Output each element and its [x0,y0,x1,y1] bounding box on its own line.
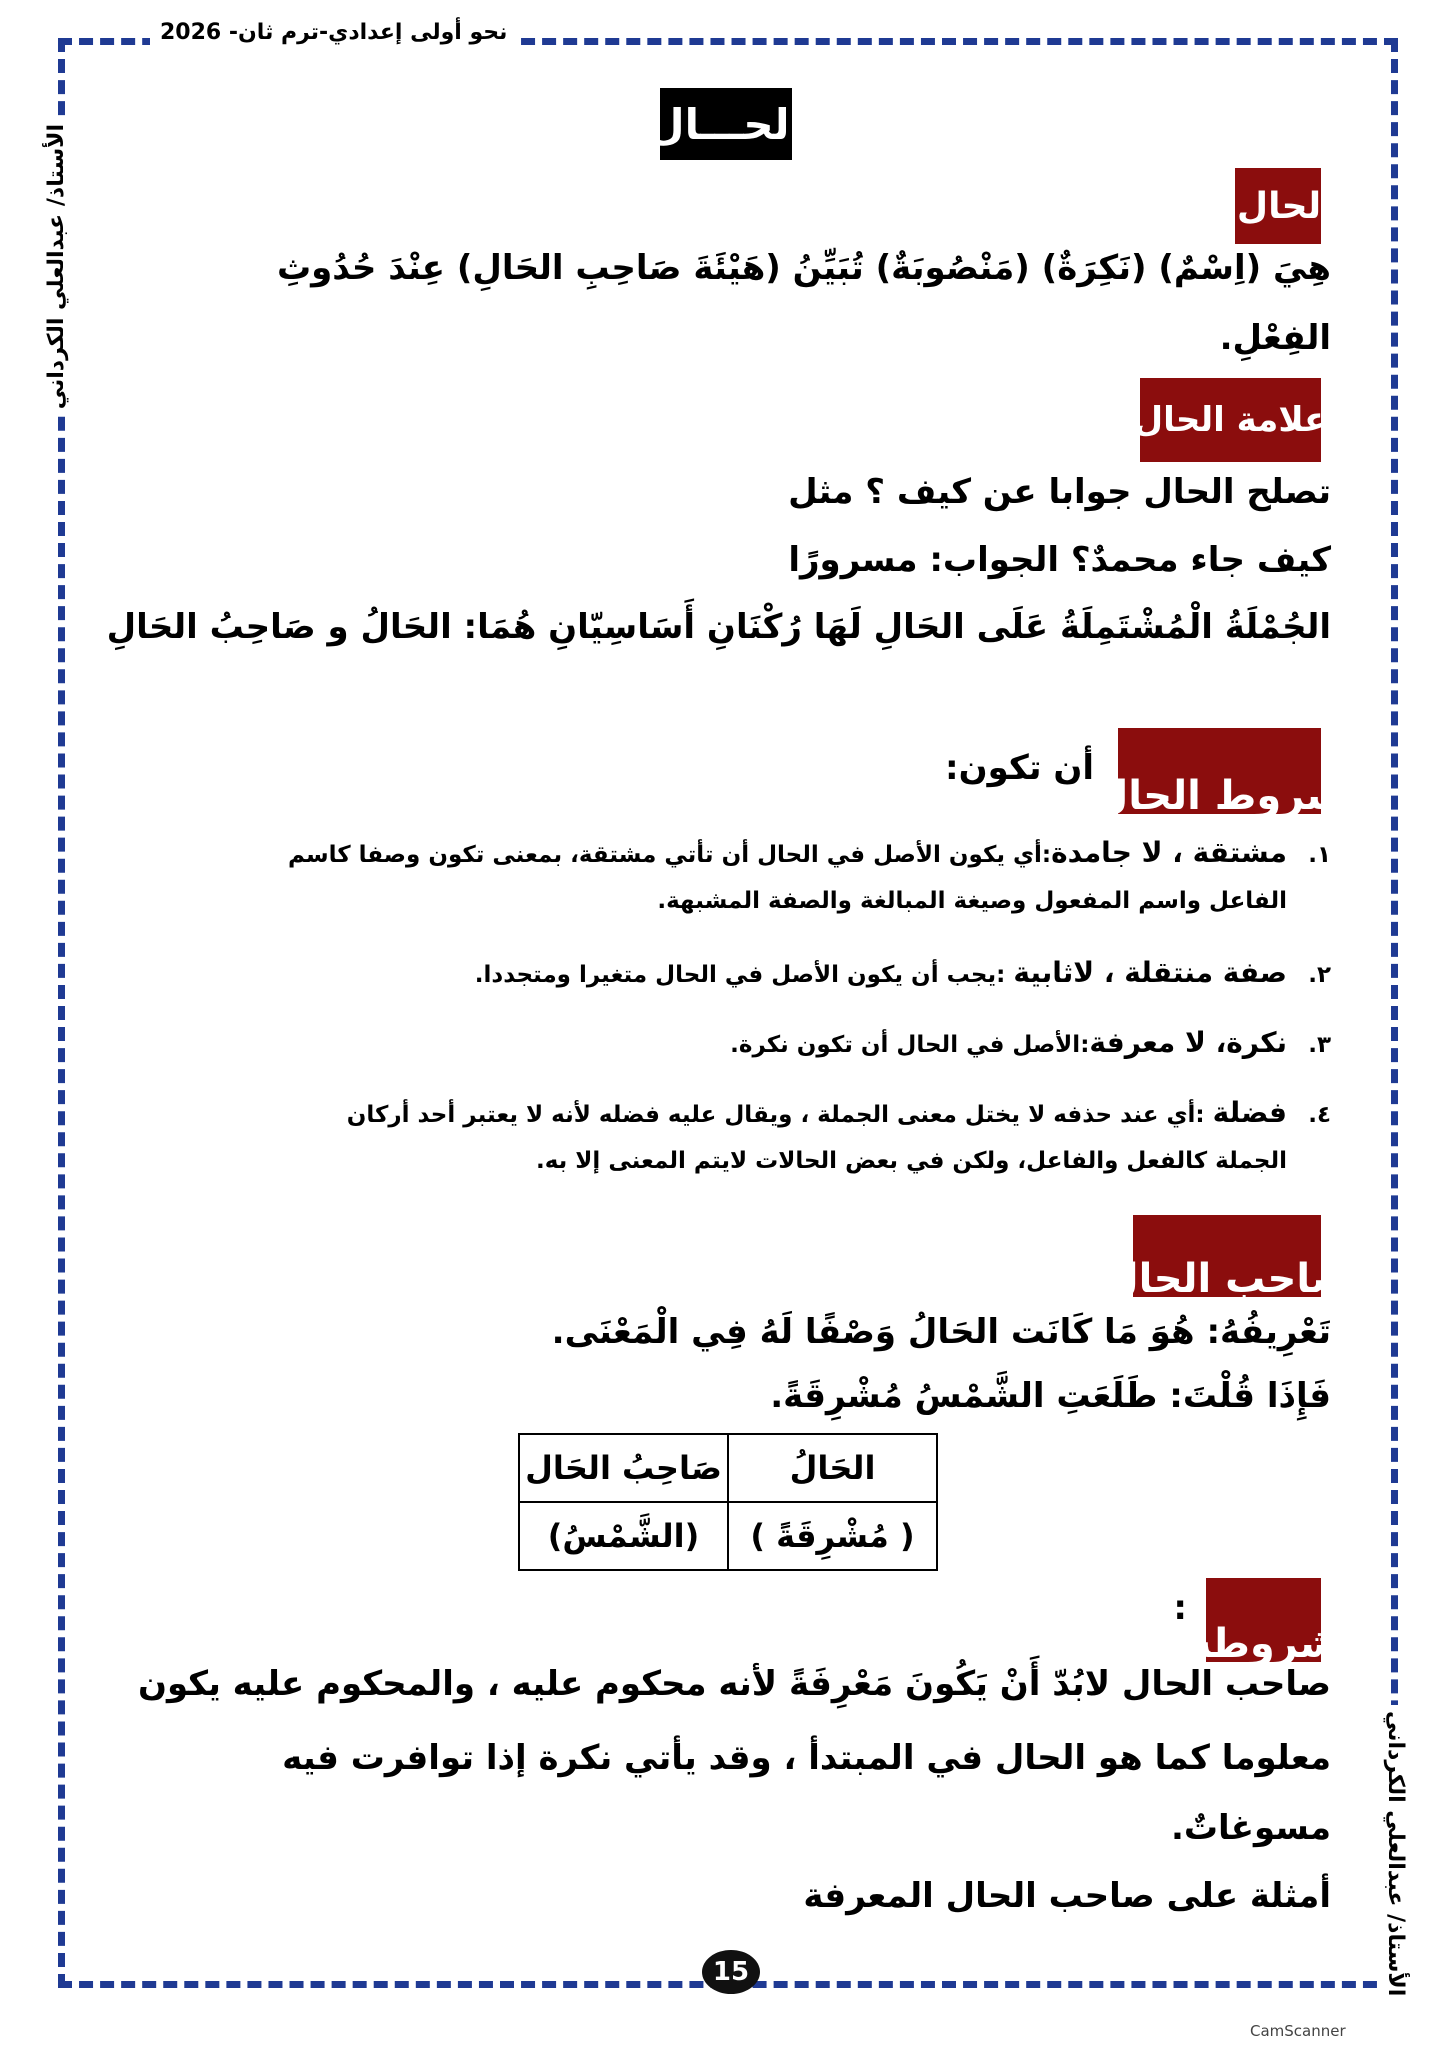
conditions-label: شروط الحال [1118,728,1321,814]
sign-line-3: الجُمْلَةُ الْمُشْتَمِلَةُ عَلَى الحَالِ لَهَا رُكْنَانِ أَسَاسِيّانِ هُمَا: الحَالُ و صَاحِبُ الحَالِ [106,607,1331,647]
hal-table [518,1433,938,1571]
owner-conditions-line-3: مسوغاتٌ. [1170,1808,1331,1848]
condition-item-1 [151,830,1331,924]
item-keyword: صفة منتقلة ، لاثابية [1013,956,1287,989]
item-number: ٣. [1308,1032,1331,1058]
condition-item-4 [151,1090,1331,1184]
item-text: :أي عند حذفه لا يختل معنى الجملة ، ويقال عليه فضله لأنه لا يعتبر أحد أركان [346,1102,1213,1128]
item-keyword: نكرة، لا معرفة [1089,1026,1287,1059]
side-author-label-left: الأستاذ/ عبدالعلي الكرداني [44,118,69,415]
owner-conditions-line-1: صاحب الحال لابُدّ أَنْ يَكُونَ مَعْرِفَةً لأنه محكوم عليه ، والمحكوم عليه يكون [137,1664,1331,1704]
sign-label: علامة الحال [1140,378,1321,462]
table-cell: ( مُشْرِقَةً ) [728,1502,937,1570]
owner-conditions-line-4: أمثلة على صاحب الحال المعرفة [803,1876,1331,1916]
header-text: نحو أولى إعدادي-ترم ثان- 2026 [150,20,517,45]
side-author-label-right: الأستاذ/ عبدالعلي الكرداني [1383,1705,1408,2002]
item-keyword: مشتقة ، لا جامدة [1051,836,1287,869]
item-text: :يجب أن يكون الأصل في الحال متغيرا ومتجددا. [474,962,1014,988]
owner-conditions-line-2: معلوما كما هو الحال في المبتدأ ، وقد يأتي نكرة إذا توافرت فيه [282,1738,1331,1778]
table-header-cell: الحَالُ [728,1434,937,1502]
definition-line-2: الفِعْلِ. [1219,318,1331,358]
table-header-row [519,1434,937,1502]
owner-example: فَإِذَا قُلْتَ: طَلَعَتِ الشَّمْسُ مُشْرِقَةً. [770,1376,1331,1416]
owner-label: صاحب الحال [1133,1215,1321,1297]
item-continuation: الجملة كالفعل والفاعل، ولكن في بعض الحالات لايتم المعنى إلا به. [535,1148,1287,1174]
condition-item-3 [151,1020,1331,1068]
page-number: 15 [702,1950,760,1994]
owner-conditions-colon: : [1173,1588,1187,1628]
item-number: ٢. [1308,962,1331,988]
item-text: :الأصل في الحال أن تكون نكرة. [730,1032,1090,1058]
item-continuation: الفاعل واسم المفعول وصيغة المبالغة والصفة المشبهة. [657,888,1287,914]
item-number: ١. [1308,842,1331,868]
owner-definition: تَعْرِيفُهُ: هُوَ مَا كَانَت الحَالُ وَصْفًا لَهُ فِي الْمَعْنَى. [551,1312,1331,1352]
scanner-stamp: CamScanner [1250,2022,1346,2040]
item-number: ٤. [1308,1102,1331,1128]
page-title: الحـــال [660,88,792,160]
sign-line-1: تصلح الحال جوابا عن كيف ؟ مثل [788,472,1331,512]
table-cell: (الشَّمْسُ) [519,1502,728,1570]
item-text: :أي يكون الأصل في الحال أن تأتي مشتقة، بمعنى تكون وصفا كاسم [287,842,1052,868]
table-header-cell: صَاحِبُ الحَال [519,1434,728,1502]
owner-conditions-label: شروطه [1206,1578,1321,1662]
definition-label: الحال: [1235,168,1321,244]
table-row [519,1502,937,1570]
definition-line-1: هِيَ (اِسْمٌ) (نَكِرَةٌ) (مَنْصُوبَةٌ) تُبَيِّنُ (هَيْئَةَ صَاحِبِ الحَالِ) عِنْدَ حُدُوثِ [276,248,1331,288]
sign-line-2: كيف جاء محمدٌ؟ الجواب: مسرورًا [788,540,1331,580]
condition-item-2 [151,950,1331,998]
conditions-intro: أن تكون: [945,748,1094,788]
item-keyword: فضلة [1212,1096,1287,1129]
